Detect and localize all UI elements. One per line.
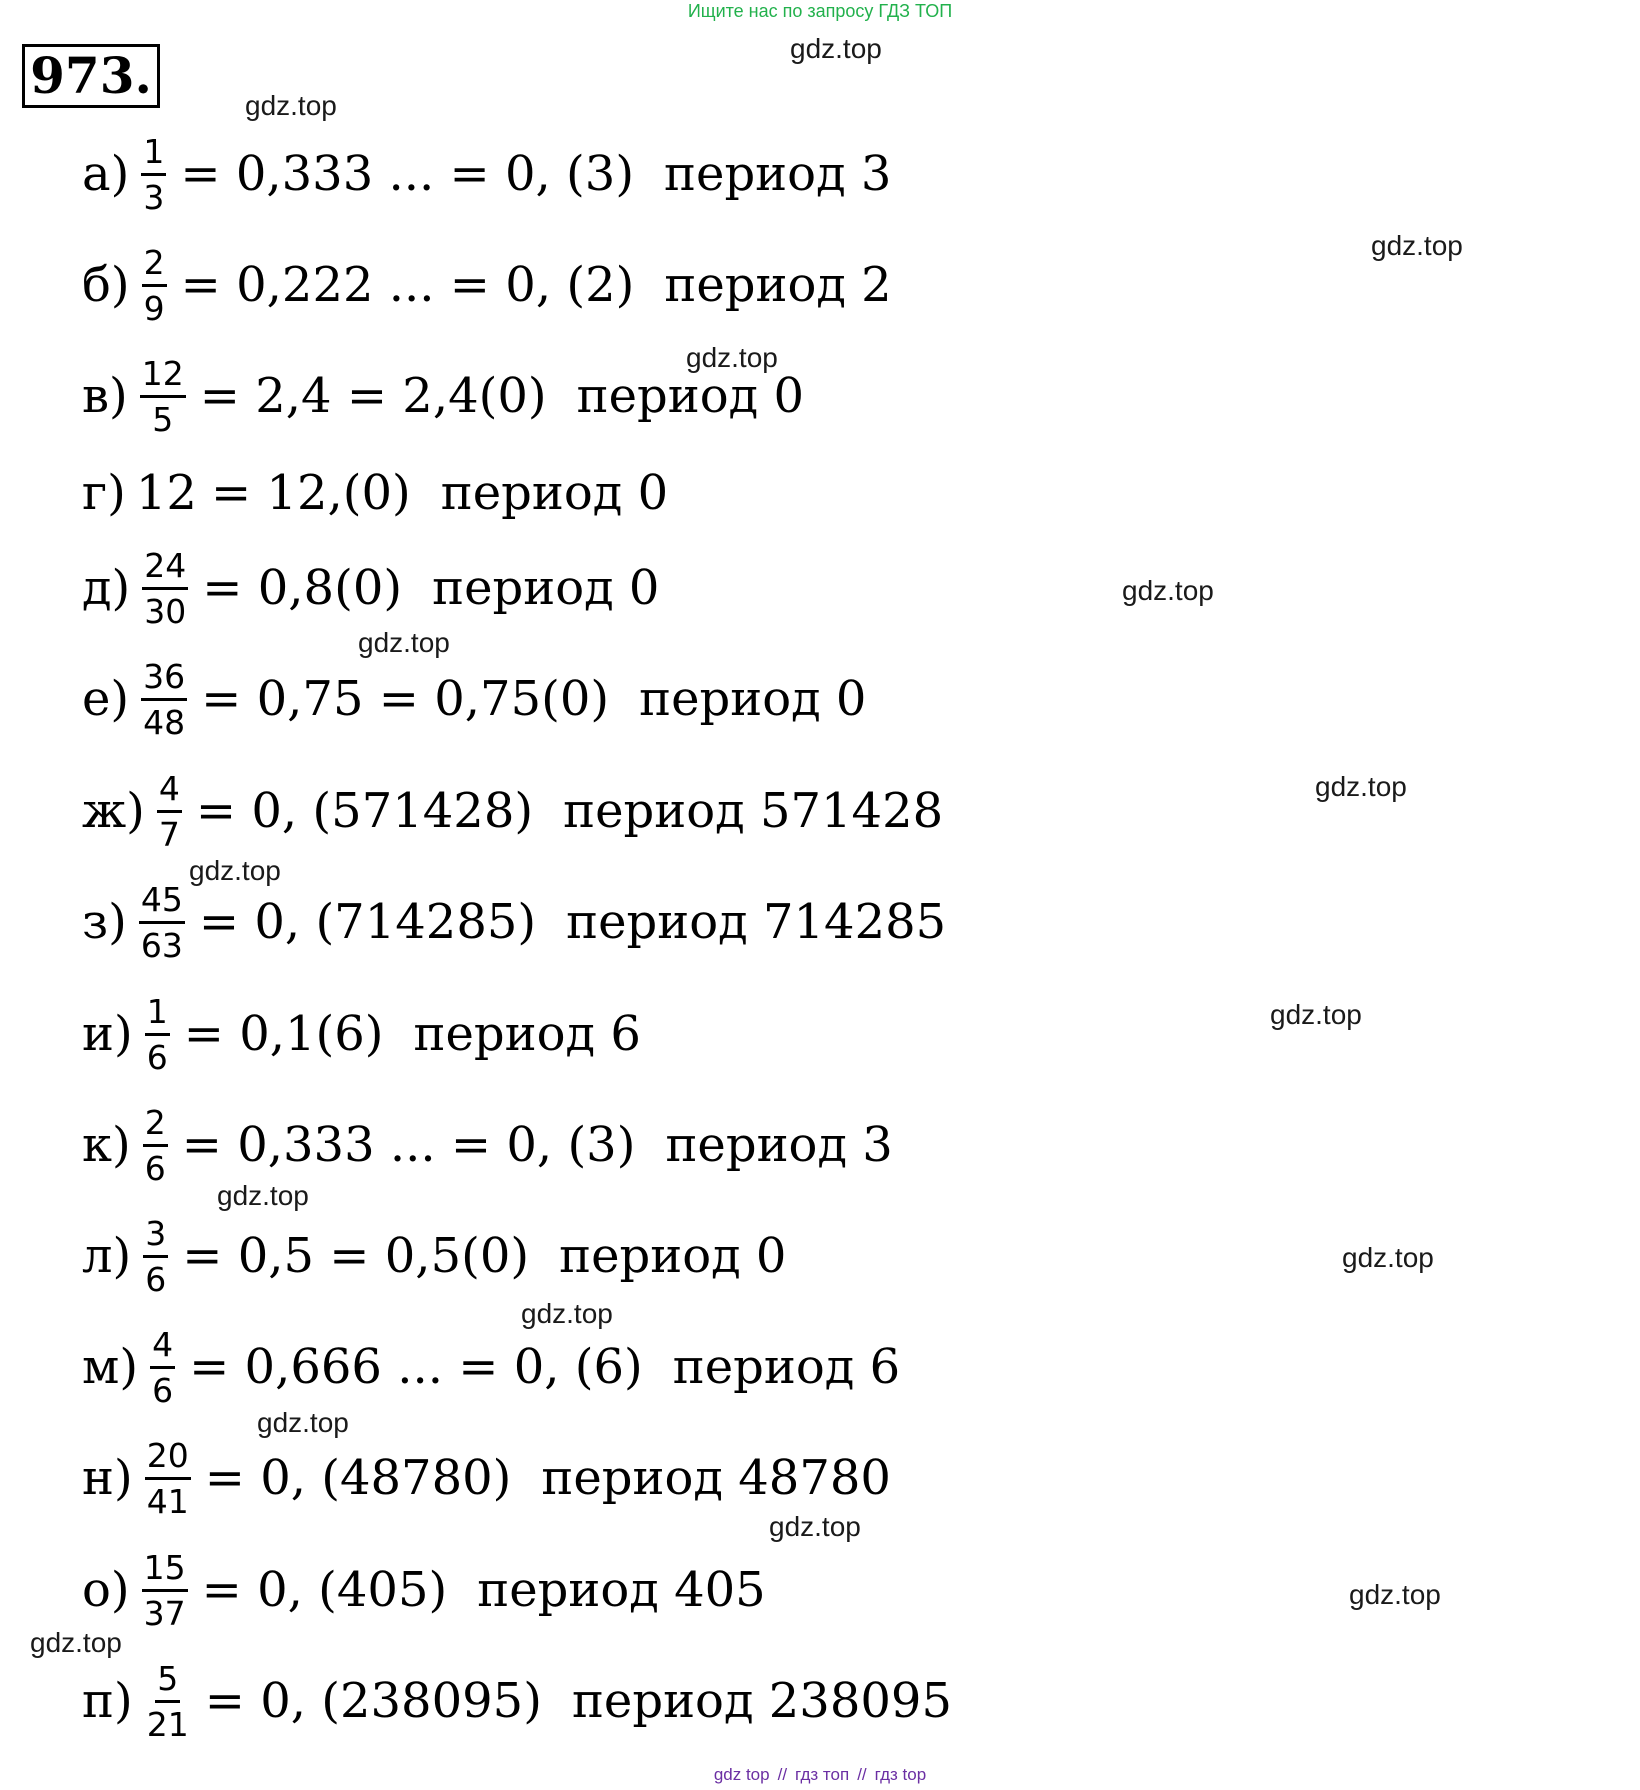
fraction bbox=[145, 1435, 191, 1521]
watermark: gdz.top bbox=[686, 342, 778, 373]
footer-link[interactable]: gdz top bbox=[713, 1765, 770, 1784]
item-z bbox=[82, 879, 947, 965]
decimal-expression: = 0,666 ... = 0, (6) bbox=[189, 1339, 643, 1395]
numerator: 45 bbox=[139, 883, 185, 924]
fraction bbox=[140, 353, 186, 439]
watermark: gdz.top bbox=[1122, 575, 1214, 606]
problem-number: 973. bbox=[22, 44, 160, 108]
item-label: в) bbox=[82, 368, 128, 424]
item-label: л) bbox=[82, 1228, 132, 1284]
denominator: 41 bbox=[146, 1481, 189, 1521]
item-o bbox=[82, 1547, 766, 1633]
numerator: 4 bbox=[150, 1328, 175, 1369]
period-text: период 0 bbox=[432, 560, 660, 616]
watermark: gdz.top bbox=[257, 1407, 349, 1438]
watermark: gdz.top bbox=[790, 33, 882, 64]
footer-separator: // bbox=[857, 1765, 867, 1784]
watermark: gdz.top bbox=[1270, 999, 1362, 1030]
watermark: gdz.top bbox=[245, 90, 337, 121]
footer-links bbox=[0, 1764, 1640, 1786]
denominator: 37 bbox=[143, 1593, 186, 1633]
item-p bbox=[82, 1658, 952, 1744]
denominator: 6 bbox=[145, 1259, 167, 1299]
period-text: период 6 bbox=[672, 1339, 901, 1395]
denominator: 3 bbox=[143, 177, 165, 217]
decimal-expression: = 0, (48780) bbox=[204, 1450, 512, 1506]
fraction bbox=[143, 1213, 168, 1299]
fraction bbox=[142, 1547, 188, 1633]
decimal-expression: = 0,5 = 0,5(0) bbox=[182, 1228, 530, 1284]
period-text: период 3 bbox=[665, 1117, 893, 1173]
numerator: 5 bbox=[155, 1662, 180, 1703]
period-text: период 0 bbox=[576, 368, 804, 424]
watermark: gdz.top bbox=[30, 1627, 122, 1658]
denominator: 30 bbox=[144, 591, 187, 631]
fraction bbox=[139, 879, 185, 965]
item-label: ж) bbox=[82, 783, 145, 839]
period-text: период 0 bbox=[559, 1228, 787, 1284]
decimal-expression: = 2,4 = 2,4(0) bbox=[199, 368, 547, 424]
watermark: gdz.top bbox=[521, 1298, 613, 1329]
decimal-expression: = 12,(0) bbox=[210, 465, 411, 521]
denominator: 9 bbox=[143, 288, 165, 328]
watermark: gdz.top bbox=[769, 1511, 861, 1542]
item-label: д) bbox=[82, 560, 131, 616]
period-text: период 6 bbox=[413, 1006, 641, 1062]
numerator: 1 bbox=[145, 995, 170, 1036]
numerator: 3 bbox=[143, 1217, 168, 1258]
item-label: е) bbox=[82, 671, 130, 727]
fraction bbox=[145, 1658, 191, 1744]
search-banner: Ищите нас по запросу ГДЗ ТОП bbox=[687, 1, 953, 21]
period-text: период 0 bbox=[440, 465, 669, 521]
item-n bbox=[82, 1435, 891, 1521]
item-m bbox=[82, 1324, 901, 1410]
decimal-expression: = 0,333 ... = 0, (3) bbox=[180, 146, 635, 202]
item-zh bbox=[82, 768, 944, 854]
numerator: 12 bbox=[140, 357, 186, 398]
footer-link[interactable]: гдз top bbox=[874, 1765, 927, 1784]
decimal-expression: = 0,333 ... = 0, (3) bbox=[181, 1117, 636, 1173]
decimal-expression: = 0, (714285) bbox=[198, 894, 537, 950]
decimal-expression: = 0, (571428) bbox=[195, 783, 534, 839]
decimal-expression: = 0,222 ... = 0, (2) bbox=[180, 257, 635, 313]
numerator: 15 bbox=[142, 1551, 188, 1592]
watermark: gdz.top bbox=[217, 1180, 309, 1211]
period-text: период 2 bbox=[664, 257, 892, 313]
item-label: п) bbox=[82, 1673, 133, 1729]
decimal-expression: = 0, (238095) bbox=[204, 1673, 542, 1729]
watermark: gdz.top bbox=[1315, 771, 1407, 802]
item-label: б) bbox=[82, 257, 130, 313]
integer-value: 12 bbox=[135, 465, 197, 521]
decimal-expression: = 0,75 = 0,75(0) bbox=[201, 671, 610, 727]
item-d bbox=[82, 545, 660, 631]
fraction bbox=[145, 991, 170, 1077]
footer-separator: // bbox=[777, 1765, 788, 1784]
item-label: а) bbox=[82, 146, 130, 202]
watermark: gdz.top bbox=[189, 855, 281, 886]
period-text: период 571428 bbox=[563, 783, 944, 839]
decimal-expression: = 0,8(0) bbox=[202, 560, 403, 616]
numerator: 36 bbox=[141, 660, 187, 701]
period-text: период 0 bbox=[639, 671, 867, 727]
footer-link[interactable]: гдз топ bbox=[795, 1765, 850, 1784]
item-b bbox=[82, 242, 892, 328]
period-text: период 48780 bbox=[541, 1450, 891, 1506]
numerator: 2 bbox=[143, 1106, 168, 1147]
decimal-expression: = 0, (405) bbox=[201, 1562, 448, 1618]
decimal-expression: = 0,1(6) bbox=[183, 1006, 384, 1062]
item-label: н) bbox=[82, 1450, 133, 1506]
denominator: 63 bbox=[140, 925, 183, 965]
period-text: период 238095 bbox=[571, 1673, 952, 1729]
watermark: gdz.top bbox=[1371, 230, 1463, 261]
item-label: о) bbox=[82, 1562, 130, 1618]
item-k bbox=[82, 1102, 893, 1188]
item-label: з) bbox=[82, 894, 127, 950]
watermark: gdz.top bbox=[1342, 1242, 1434, 1273]
item-l bbox=[82, 1213, 787, 1299]
item-label: и) bbox=[82, 1006, 133, 1062]
numerator: 2 bbox=[142, 246, 167, 287]
item-label: г) bbox=[82, 465, 126, 521]
denominator: 48 bbox=[143, 702, 186, 742]
period-text: период 3 bbox=[664, 146, 892, 202]
period-text: период 405 bbox=[477, 1562, 766, 1618]
period-text: период 714285 bbox=[566, 894, 947, 950]
watermark: gdz.top bbox=[1349, 1579, 1441, 1610]
fraction bbox=[157, 768, 182, 854]
fraction bbox=[150, 1324, 175, 1410]
item-label: м) bbox=[82, 1339, 139, 1395]
denominator: 7 bbox=[158, 814, 180, 854]
denominator: 6 bbox=[152, 1370, 174, 1410]
denominator: 6 bbox=[144, 1148, 166, 1188]
fraction bbox=[143, 1102, 168, 1188]
denominator: 21 bbox=[146, 1704, 189, 1744]
item-e bbox=[82, 656, 867, 742]
item-label: к) bbox=[82, 1117, 131, 1173]
numerator: 24 bbox=[142, 549, 188, 590]
numerator: 1 bbox=[141, 135, 166, 176]
denominator: 6 bbox=[146, 1037, 168, 1077]
fraction bbox=[141, 131, 166, 217]
fraction bbox=[141, 656, 187, 742]
fraction bbox=[142, 242, 167, 328]
numerator: 20 bbox=[145, 1439, 191, 1480]
watermark: gdz.top bbox=[358, 627, 450, 658]
numerator: 4 bbox=[157, 772, 182, 813]
denominator: 5 bbox=[152, 399, 174, 439]
item-i bbox=[82, 991, 641, 1077]
fraction bbox=[142, 545, 188, 631]
item-a bbox=[82, 131, 892, 217]
item-g bbox=[82, 458, 668, 528]
